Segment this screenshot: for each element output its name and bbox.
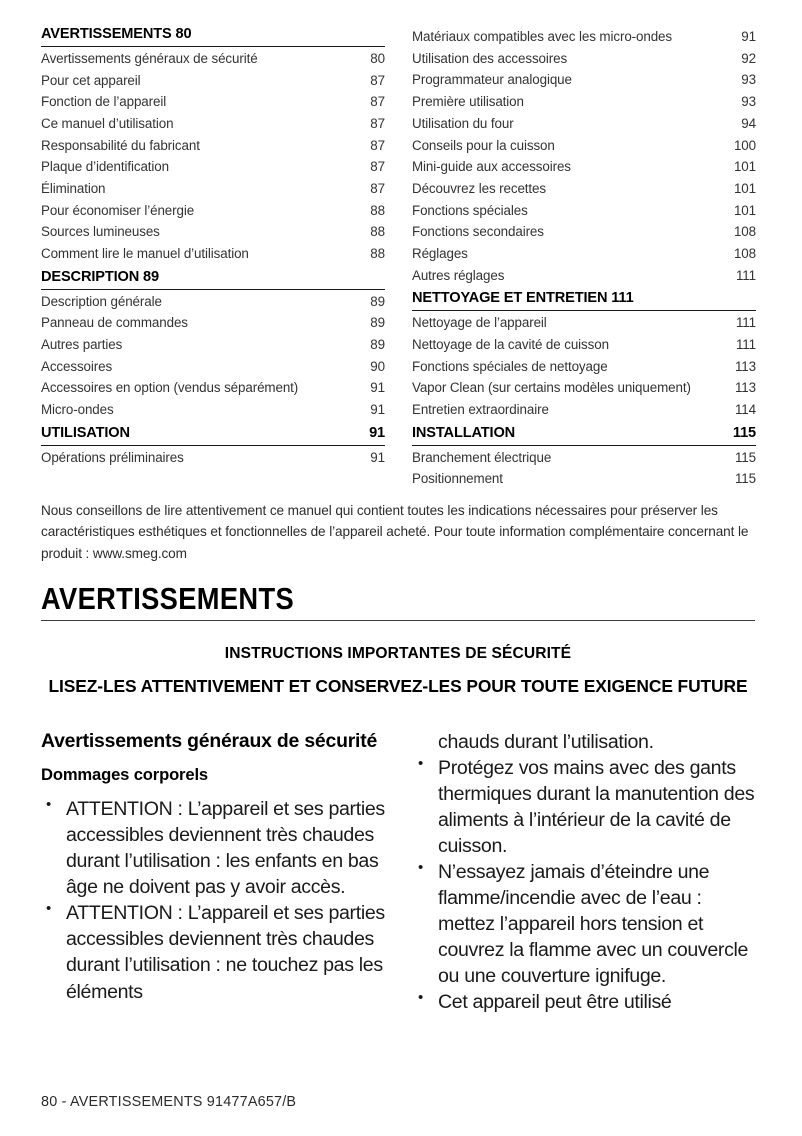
toc-entry-label: Comment lire le manuel d’utilisation [41, 246, 249, 262]
toc-entry[interactable] [412, 48, 756, 70]
toc-entry[interactable] [41, 156, 385, 178]
warning-bullet-item: • Cet appareil peut être utilisé [413, 989, 757, 1015]
toc-entry-page-number: 111 [735, 315, 756, 331]
toc-section-heading [412, 425, 756, 445]
page-title-rule [41, 620, 755, 621]
toc-section-heading [41, 26, 385, 46]
toc-rule [41, 289, 385, 290]
warning-bullet-list-continued [413, 755, 757, 1015]
toc-entry-page-number: 111 [735, 267, 756, 283]
toc-entry-label: Mini-guide aux accessoires [412, 159, 571, 175]
toc-entry[interactable] [412, 113, 756, 135]
toc-entry-page-number: 80 [370, 50, 385, 66]
toc-entry[interactable] [412, 135, 756, 157]
toc-entry-page-number: 101 [733, 180, 756, 196]
toc-entry-label: Fonctions secondaires [412, 224, 544, 240]
toc-entry-page-number: 87 [370, 137, 385, 153]
toc-entry[interactable] [412, 468, 756, 490]
toc-section-heading [41, 269, 385, 289]
toc-entry-page-number: 92 [741, 50, 756, 66]
toc-entry[interactable] [412, 178, 756, 200]
toc-entry-page-number: 91 [741, 29, 756, 44]
toc-entry-label: Avertissements généraux de sécurité [41, 50, 258, 66]
toc-entry-label: Élimination [41, 181, 106, 197]
toc-entry[interactable] [41, 399, 385, 421]
toc-section-title: DESCRIPTION 89 [41, 268, 159, 285]
body-columns [41, 729, 757, 1016]
toc-entry[interactable] [412, 221, 756, 243]
toc-entry-page-number: 89 [370, 337, 385, 353]
toc-rule [41, 445, 385, 446]
toc-entry[interactable] [412, 377, 756, 399]
toc-entry-label: Branchement électrique [412, 449, 552, 465]
toc-entry-page-number: 87 [370, 94, 385, 110]
toc-entry[interactable] [41, 334, 385, 356]
toc-rule [412, 310, 756, 311]
toc-entry-page-number: 115 [734, 449, 756, 465]
toc-entry-page-number: 89 [370, 315, 385, 331]
toc-entry-label: Sources lumineuses [41, 224, 160, 240]
toc-entry[interactable] [412, 200, 756, 222]
toc-entry-label: Accessoires [41, 358, 113, 374]
toc-entry-label: Entretien extraordinaire [412, 402, 549, 418]
toc-entry-label: Première utilisation [412, 94, 524, 110]
toc-entry-label: Utilisation des accessoires [412, 50, 568, 66]
toc-entry[interactable] [41, 356, 385, 378]
toc-entry[interactable] [412, 356, 756, 378]
toc-entry-label: Description générale [41, 293, 162, 309]
toc-entry-page-number: 113 [734, 380, 756, 396]
toc-entry-page-number: 94 [741, 115, 756, 131]
toc-entry[interactable] [41, 113, 385, 135]
warning-bullet-item: • Protégez vos mains avec des gants thermiques durant la manutention des aliments à l’intérieur de la cavité de cuisson. [413, 755, 757, 859]
toc-entry[interactable] [412, 334, 756, 356]
toc-entry-label: Autres parties [41, 337, 123, 353]
toc-entry-page-number: 88 [370, 246, 385, 262]
toc-entry-label: Fonctions spéciales de nettoyage [412, 358, 608, 374]
toc-entry-page-number: 108 [733, 246, 756, 262]
subsection-heading: Dommages corporels [41, 765, 208, 785]
toc-entry-page-number: 87 [370, 181, 385, 197]
toc-rule [41, 46, 385, 47]
toc-entry-page-number: 93 [741, 72, 756, 88]
toc-entry-page-number: 100 [733, 137, 756, 153]
toc-entry[interactable] [41, 291, 385, 313]
toc-section-page-number: 91 [369, 424, 385, 441]
toc-entry-page-number: 87 [370, 115, 385, 131]
toc-entry-page-number: 87 [370, 159, 385, 175]
toc-entry-page-number: 114 [734, 402, 756, 418]
toc-entry[interactable] [41, 221, 385, 243]
toc-entry-label: Plaque d’identification [41, 159, 169, 175]
toc-entry-label: Panneau de commandes [41, 315, 188, 331]
toc-entry-label: Conseils pour la cuisson [412, 137, 555, 153]
toc-entry-label: Positionnement [412, 471, 503, 487]
toc-entry-label: Découvrez les recettes [412, 180, 546, 196]
toc-rule [412, 445, 756, 446]
table-of-contents [41, 26, 755, 490]
toc-entry-page-number: 90 [370, 358, 385, 374]
warning-bullet-item: • ATTENTION : L’appareil et ses parties accessibles deviennent très chaudes durant l’utilisation : ne touchez pas les éléments [41, 900, 385, 1004]
toc-entry-label: Réglages [412, 246, 468, 262]
page-title: AVERTISSEMENTS [41, 581, 295, 616]
toc-section-title: AVERTISSEMENTS 80 [41, 26, 192, 42]
toc-entry-page-number: 113 [734, 358, 756, 374]
toc-section-heading [412, 290, 756, 310]
toc-entry[interactable] [412, 447, 756, 469]
toc-section-title: INSTALLATION [412, 424, 516, 441]
toc-entry-label: Fonction de l’appareil [41, 94, 167, 110]
toc-entry[interactable] [41, 312, 385, 334]
safety-heading-secondary: LISEZ-LES ATTENTIVEMENT ET CONSERVEZ-LES POUR TOUTE EXIGENCE FUTURE [48, 676, 748, 697]
warning-bullet-item: • N’essayez jamais d’éteindre une flamme/incendie avec de l’eau : mettez l’appareil hors tension et couvrez la flamme avec un couvercle ou une couverture ignifuge. [413, 859, 757, 989]
toc-section-title: NETTOYAGE ET ENTRETIEN 111 [412, 290, 634, 307]
body-right-column [413, 729, 757, 1016]
toc-entry[interactable] [412, 69, 756, 91]
toc-entry-label: Responsabilité du fabricant [41, 137, 200, 153]
toc-entry-page-number: 93 [741, 94, 756, 110]
toc-entry[interactable] [41, 48, 385, 70]
toc-left-column [41, 26, 385, 490]
toc-entry[interactable] [412, 312, 756, 334]
toc-entry-label: Vapor Clean (sur certains modèles uniquement) [412, 380, 691, 396]
toc-entry-page-number: 108 [733, 224, 756, 240]
safety-headings [41, 643, 755, 697]
toc-entry-label: Programmateur analogique [412, 72, 572, 88]
toc-section-heading [41, 425, 385, 445]
toc-entry[interactable] [412, 399, 756, 421]
toc-entry-page-number: 89 [370, 293, 385, 309]
toc-entry-label: Autres réglages [412, 267, 505, 283]
toc-entry-page-number: 115 [734, 471, 756, 487]
toc-entry-page-number: 88 [370, 202, 385, 218]
toc-entry[interactable] [41, 178, 385, 200]
toc-entry[interactable] [412, 156, 756, 178]
section-heading: Avertissements généraux de sécurité [41, 730, 378, 752]
toc-entry[interactable] [41, 91, 385, 113]
toc-entry-label: Matériaux compatibles avec les micro-ondes [412, 29, 673, 44]
toc-entry-page-number: 101 [733, 202, 756, 218]
toc-entry[interactable] [41, 70, 385, 92]
intro-paragraph: Nous conseillons de lire attentivement ce manuel qui contient toutes les indications nécessaires pour préserver les caractéristiques esthétiques et fonctionnelles de l’appareil acheté. Pour toute information complémentaire concernant le produit : www.smeg.com [41, 503, 749, 561]
toc-entry-page-number: 87 [370, 72, 385, 88]
toc-entry[interactable] [412, 26, 756, 48]
toc-entry[interactable] [41, 200, 385, 222]
toc-entry[interactable] [41, 135, 385, 157]
toc-entry-label: Accessoires en option (vendus séparément) [41, 380, 299, 396]
toc-entry[interactable] [412, 243, 756, 265]
toc-entry-label: Nettoyage de la cavité de cuisson [412, 336, 609, 352]
toc-entry-label: Utilisation du four [412, 115, 514, 131]
continued-paragraph: chauds durant l’utilisation. [438, 731, 654, 753]
toc-entry-label: Ce manuel d’utilisation [41, 115, 174, 131]
toc-entry-label: Pour cet appareil [41, 72, 141, 88]
toc-entry[interactable] [41, 377, 385, 399]
toc-entry[interactable] [412, 91, 756, 113]
safety-heading-primary: INSTRUCTIONS IMPORTANTES DE SÉCURITÉ [224, 645, 572, 662]
toc-entry[interactable] [41, 447, 385, 469]
toc-entry-page-number: 91 [370, 402, 385, 418]
warning-bullet-item: • ATTENTION : L’appareil et ses parties accessibles deviennent très chaudes durant l’utilisation : les enfants en bas âge ne doivent pas y avoir accès. [41, 796, 385, 900]
toc-entry-label: Nettoyage de l’appareil [412, 315, 547, 331]
toc-entry-page-number: 91 [370, 449, 385, 465]
toc-entry-label: Micro-ondes [41, 402, 114, 418]
toc-entry[interactable] [412, 265, 756, 287]
toc-entry-label: Opérations préliminaires [41, 449, 184, 465]
toc-section-title: UTILISATION [41, 424, 130, 441]
toc-entry-label: Fonctions spéciales [412, 202, 528, 218]
warning-bullet-list [41, 796, 385, 1004]
toc-entry[interactable] [41, 243, 385, 265]
toc-right-column [412, 26, 756, 490]
toc-section-page-number: 115 [732, 424, 756, 441]
toc-entry-page-number: 88 [370, 224, 385, 240]
page-footer: 80 - AVERTISSEMENTS 91477A657/B [41, 1094, 297, 1110]
toc-entry-page-number: 91 [370, 380, 385, 396]
toc-entry-page-number: 111 [735, 336, 756, 352]
body-left-column [41, 729, 385, 1016]
toc-entry-label: Pour économiser l’énergie [41, 202, 195, 218]
toc-entry-page-number: 101 [733, 159, 756, 175]
